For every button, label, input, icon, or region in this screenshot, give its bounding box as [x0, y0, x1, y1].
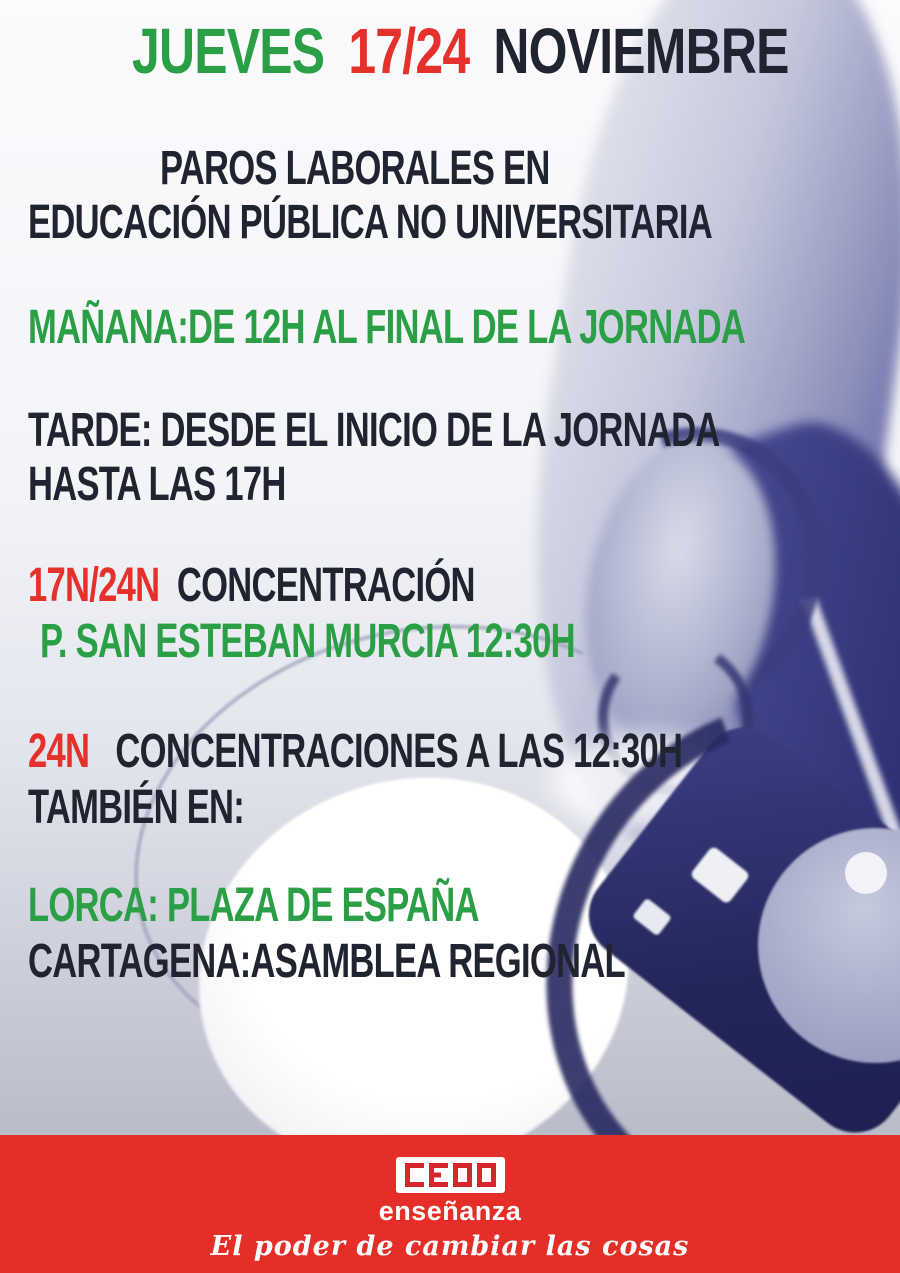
rally2-also: TAMBIÉN EN: [28, 781, 245, 834]
afternoon-schedule [28, 404, 900, 512]
ccoo-letter-o1-icon [453, 1163, 472, 1187]
union-tagline: El poder de cambiar las cosas [210, 1231, 690, 1262]
rally1-place: P. SAN ESTEBAN MURCIA 12:30H [40, 615, 575, 668]
afternoon-line2: HASTA LAS 17H [28, 458, 286, 511]
ccoo-letter-c2-icon [429, 1163, 448, 1187]
title-month: NOVIEMBRE [493, 15, 789, 87]
rally1-dates: 17N/24N [28, 559, 160, 612]
ccoo-letter-o2-icon [477, 1163, 496, 1187]
title-day: JUEVES [132, 15, 325, 87]
poster-title [132, 14, 900, 88]
subtitle-line1: PAROS LABORALES EN [160, 142, 550, 195]
morning-schedule [28, 300, 900, 355]
afternoon-line1: TARDE: DESDE EL INICIO DE LA JORNADA [28, 404, 720, 457]
poster-subtitle [28, 142, 900, 250]
subtitle-line2: EDUCACIÓN PÚBLICA NO UNIVERSITARIA [28, 196, 713, 249]
union-name: enseñanza [378, 1196, 522, 1226]
footer-band [0, 1135, 900, 1273]
ccoo-letter-c1-icon [405, 1163, 424, 1187]
title-dates: 17/24 [348, 15, 470, 87]
location-cartagena: CARTAGENA:ASAMBLEA REGIONAL [28, 935, 625, 988]
ccoo-logo [396, 1157, 505, 1193]
rally1-label: CONCENTRACIÓN [176, 559, 475, 612]
rally-locations [28, 878, 857, 990]
rally2-date: 24N [28, 725, 90, 778]
rally2-label: CONCENTRACIONES A LAS 12:30H [115, 725, 683, 778]
location-lorca: LORCA: PLAZA DE ESPAÑA [28, 879, 479, 932]
rally-17n-24n [28, 558, 783, 670]
rally-24n [28, 724, 900, 836]
morning-schedule-text: MAÑANA:DE 12H AL FINAL DE LA JORNADA [28, 301, 746, 354]
